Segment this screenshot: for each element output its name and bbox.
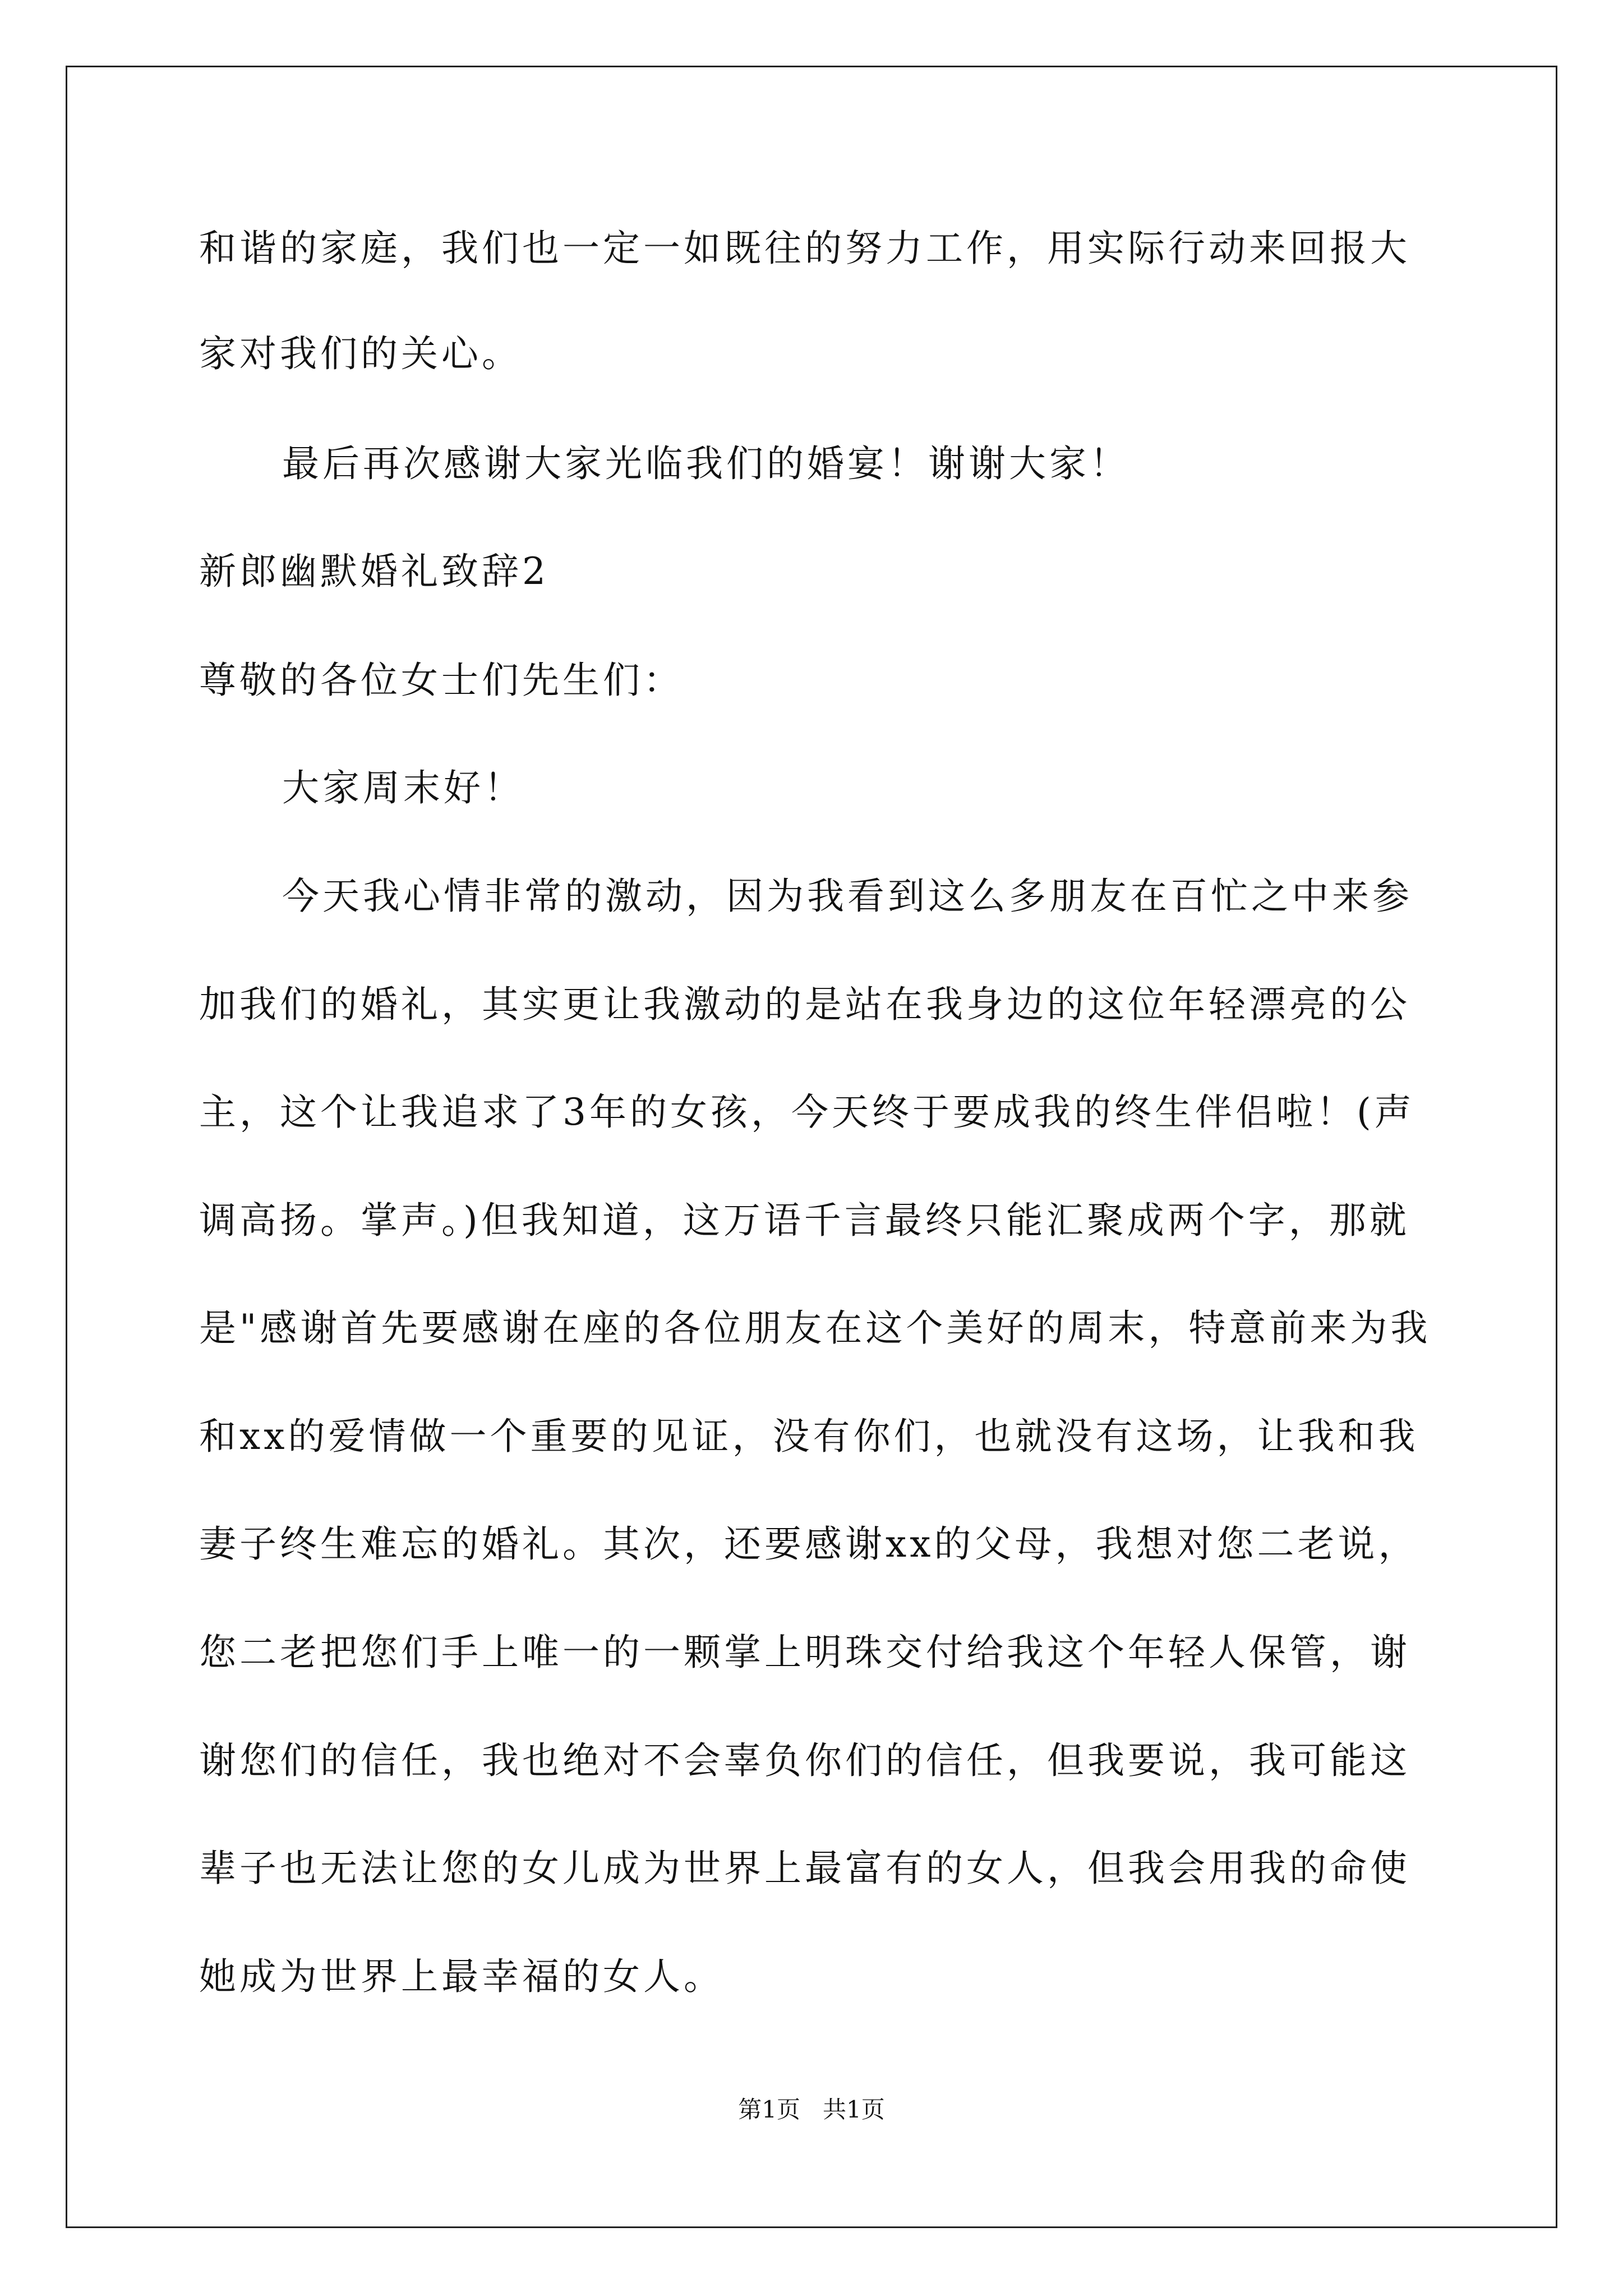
paragraph-line: 她成为世界上最幸福的女人。 [199,1955,724,1998]
paragraph-line: 和xx的爱情做一个重要的见证，没有你们，也就没有这场，让我和我 [199,1415,1419,1458]
paragraph-line: 妻子终生难忘的婚礼。其次，还要感谢xx的父母，我想对您二老说， [199,1522,1419,1566]
greeting-line: 大家周末好！ [282,766,524,809]
paragraph-line: 辈子也无法让您的女儿成为世界上最富有的女人，但我会用我的命使 [199,1847,1410,1890]
closing-thanks-line: 最后再次感谢大家光临我们的婚宴！谢谢大家！ [282,442,1130,485]
page-border [66,66,1557,2228]
paragraph-line: 家对我们的关心。 [199,332,522,375]
paragraph-line: 和谐的家庭，我们也一定一如既往的努力工作，用实际行动来回报大 [199,227,1410,270]
section-heading: 新郎幽默婚礼致辞2 [199,550,549,593]
page-number-footer: 第1页 共1页 [738,2096,885,2123]
salutation-line: 尊敬的各位女士们先生们： [199,659,684,702]
paragraph-line: 您二老把您们手上唯一的一颗掌上明珠交付给我这个年轻人保管，谢 [199,1631,1410,1674]
paragraph-line: 今天我心情非常的激动，因为我看到这么多朋友在百忙之中来参 [282,875,1413,918]
paragraph-line: 调高扬。掌声。)但我知道，这万语千言最终只能汇聚成两个字，那就 [199,1199,1410,1242]
paragraph-line: 加我们的婚礼，其实更让我激动的是站在我身边的这位年轻漂亮的公 [199,983,1410,1026]
paragraph-line: 主，这个让我追求了3年的女孩，今天终于要成我的终生伴侣啦！(声 [199,1091,1415,1134]
paragraph-line: 谢您们的信任，我也绝对不会辜负你们的信任，但我要说，我可能这 [199,1739,1410,1782]
paragraph-line: 是"感谢首先要感谢在座的各位朋友在这个美好的周末，特意前来为我 [199,1306,1431,1350]
